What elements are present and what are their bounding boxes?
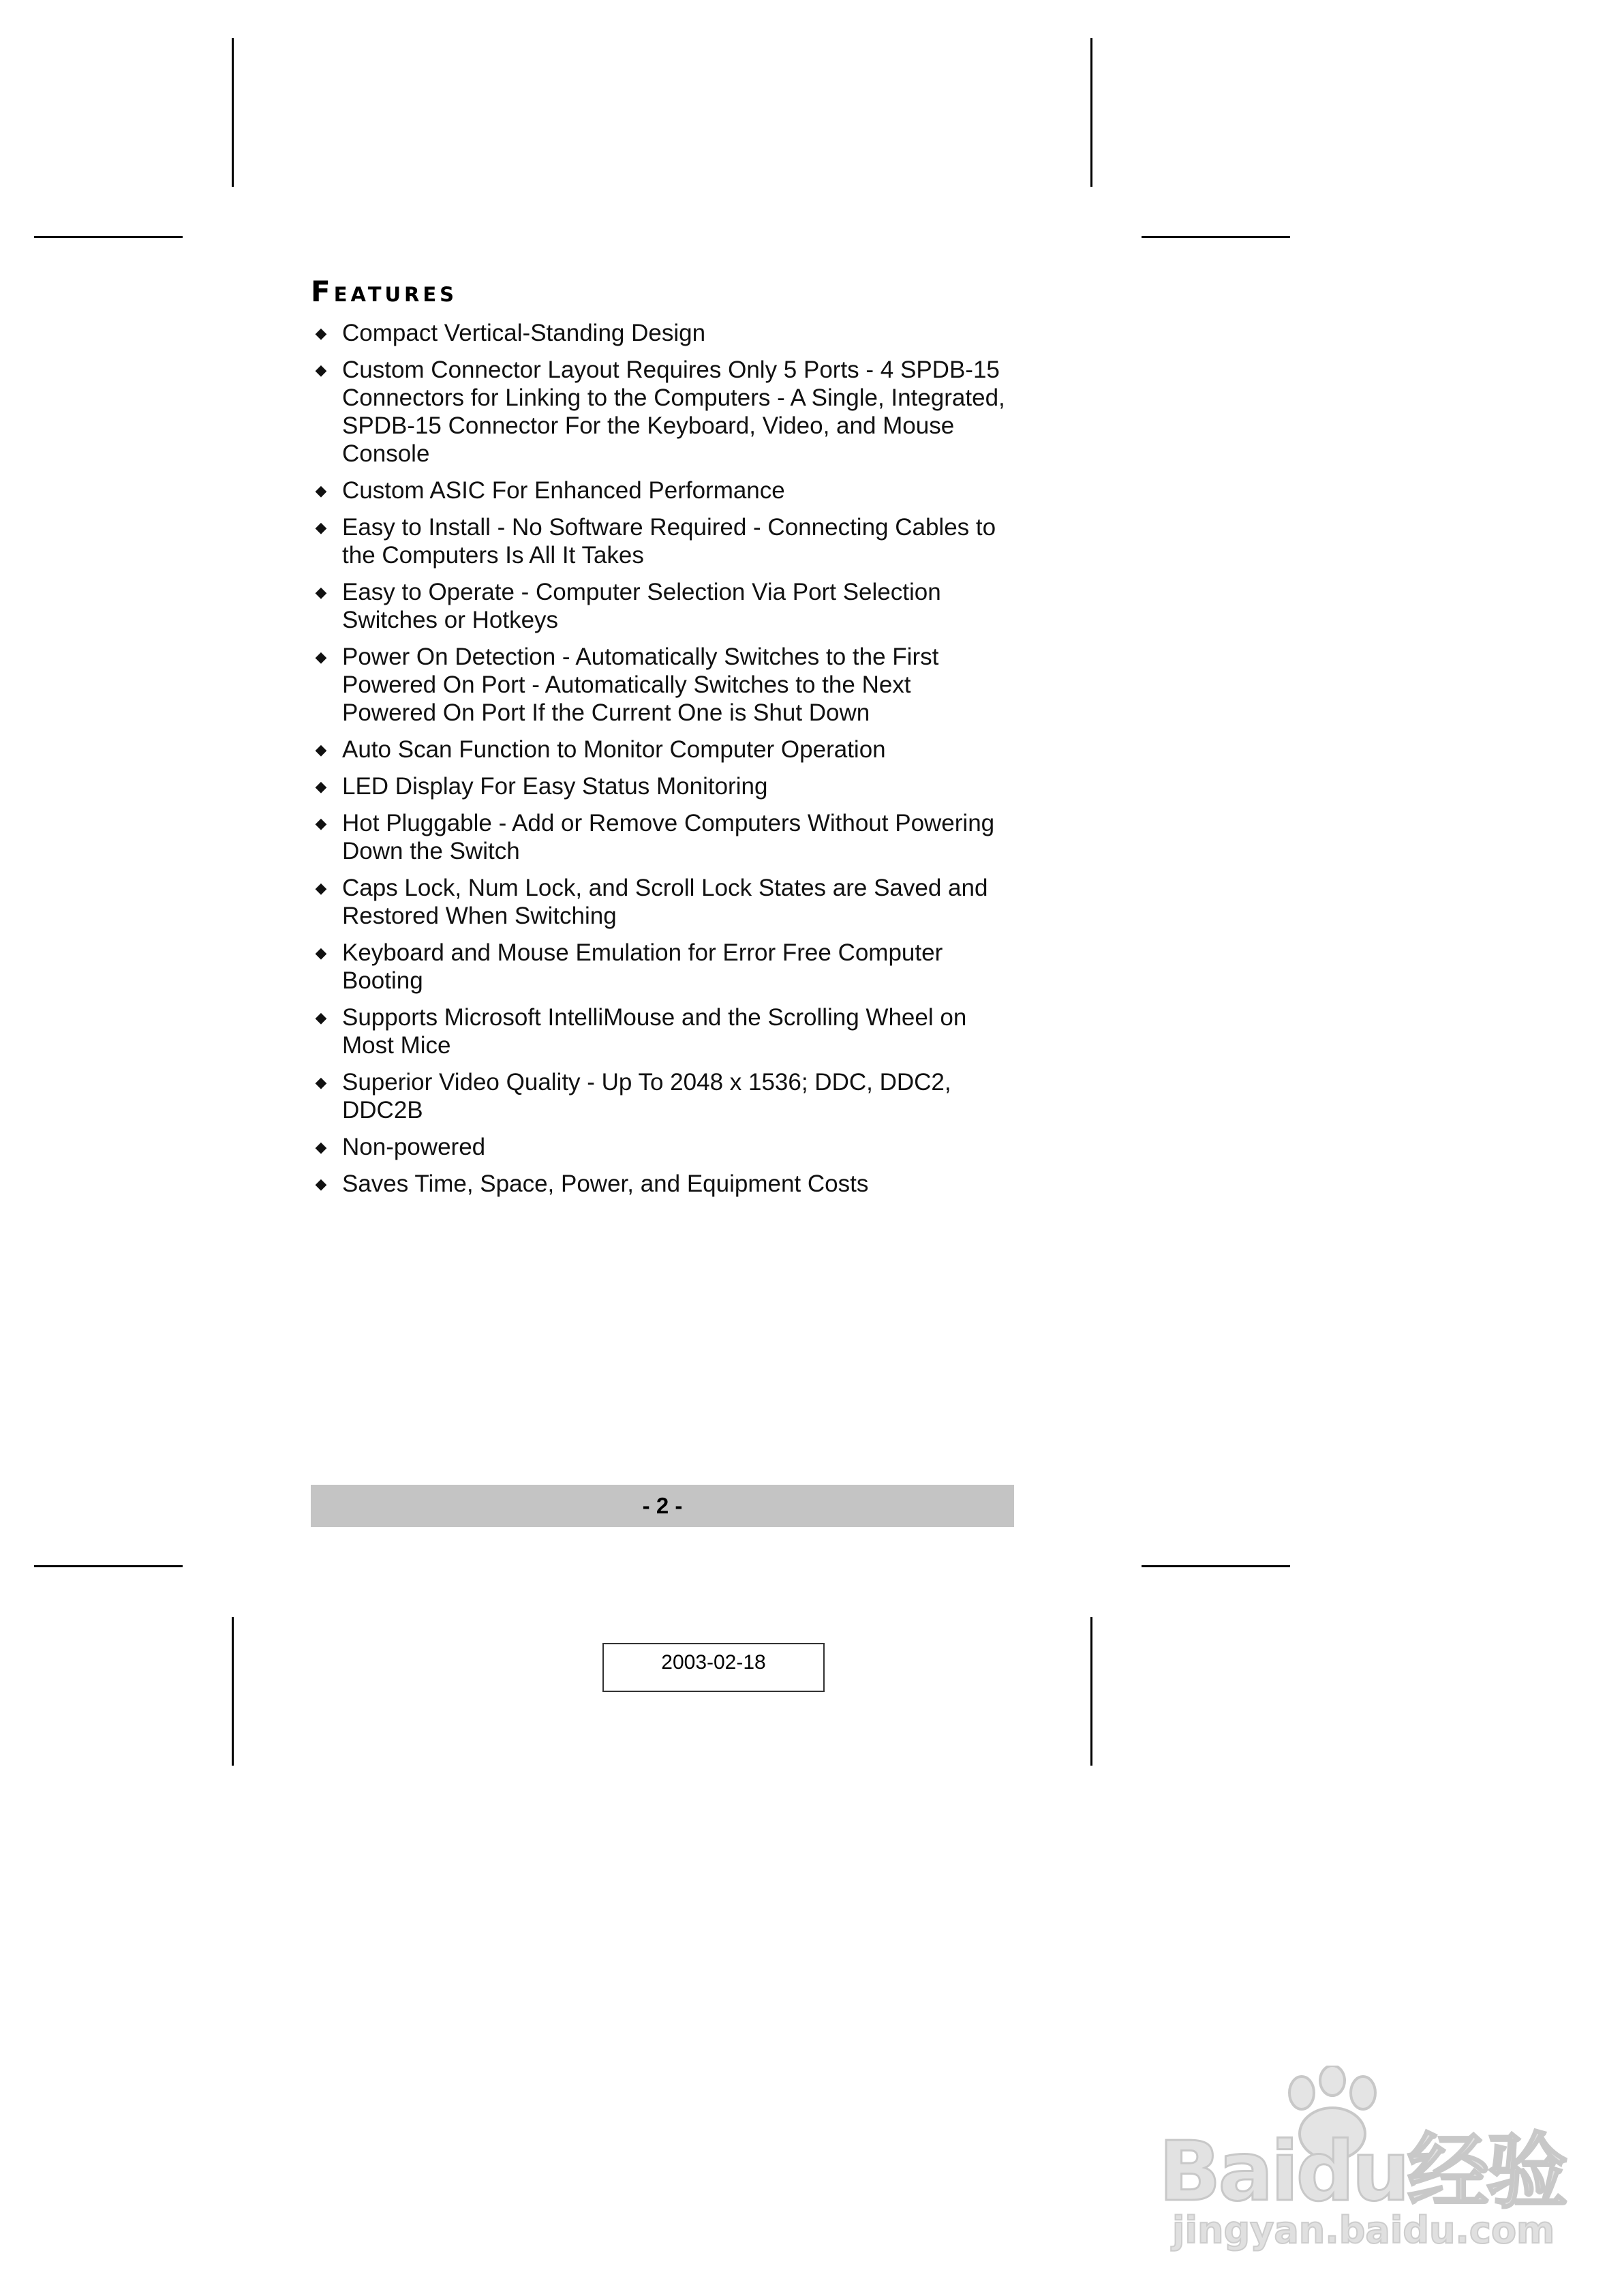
feature-item — [311, 874, 1006, 930]
feature-text: Easy to Install - No Software Required - Connecting Cables to the Computers Is All It Takes — [342, 514, 996, 569]
feature-item — [311, 578, 1006, 634]
feature-item — [311, 513, 1006, 569]
crop-mark-top-right-horizontal — [1142, 236, 1290, 238]
feature-text: Superior Video Quality - Up To 2048 x 1536; DDC, DDC2, DDC2B — [342, 1069, 951, 1123]
watermark — [1159, 2066, 1567, 2263]
diamond-bullet-icon: ◆ — [315, 648, 327, 665]
feature-item — [311, 772, 1006, 800]
diamond-bullet-icon: ◆ — [315, 519, 327, 536]
diamond-bullet-icon: ◆ — [315, 482, 327, 499]
watermark-url: jingyan.baidu.com — [1172, 2209, 1555, 2252]
crop-mark-top-left-horizontal — [34, 236, 183, 238]
diamond-bullet-icon: ◆ — [315, 1009, 327, 1026]
watermark-brand: Baidu经验 — [1159, 2125, 1565, 2220]
feature-text: Compact Vertical-Standing Design — [342, 320, 706, 346]
feature-text: Non-powered — [342, 1134, 486, 1160]
feature-text: Hot Pluggable - Add or Remove Computers Without Powering Down the Switch — [342, 810, 995, 864]
feature-text: Custom Connector Layout Requires Only 5 Ports - 4 SPDB-15 Connectors for Linking to the Computers - A Single, Integrated, SPDB-15 Connector For the Keyboard, Video, and Mouse Console — [342, 357, 1005, 467]
crop-mark-bottom-left-horizontal — [34, 1565, 183, 1567]
diamond-bullet-icon: ◆ — [315, 1175, 327, 1192]
feature-list — [311, 319, 1006, 1198]
diamond-bullet-icon: ◆ — [315, 741, 327, 758]
feature-text: Keyboard and Mouse Emulation for Error Free Computer Booting — [342, 939, 943, 994]
feature-item — [311, 356, 1006, 468]
feature-item — [311, 1170, 1006, 1198]
page-number-bar — [311, 1485, 1014, 1527]
diamond-bullet-icon: ◆ — [315, 944, 327, 961]
crop-mark-top-left-vertical — [232, 38, 234, 187]
diamond-bullet-icon: ◆ — [315, 1074, 327, 1091]
feature-item — [311, 736, 1006, 764]
crop-mark-bottom-left-vertical — [232, 1617, 234, 1766]
feature-item — [311, 1003, 1006, 1059]
feature-item — [311, 809, 1006, 865]
feature-text: Easy to Operate - Computer Selection Via Port Selection Switches or Hotkeys — [342, 579, 941, 633]
diamond-bullet-icon: ◆ — [315, 361, 327, 378]
page-number: - 2 - — [642, 1493, 683, 1518]
feature-text: Supports Microsoft IntelliMouse and the Scrolling Wheel on Most Mice — [342, 1004, 967, 1059]
diamond-bullet-icon: ◆ — [315, 1138, 327, 1155]
feature-text: LED Display For Easy Status Monitoring — [342, 773, 768, 800]
feature-text: Caps Lock, Num Lock, and Scroll Lock States are Saved and Restored When Switching — [342, 875, 988, 929]
crop-mark-bottom-right-vertical — [1090, 1617, 1092, 1766]
feature-item — [311, 319, 1006, 347]
section-title: Features — [311, 275, 458, 308]
diamond-bullet-icon: ◆ — [315, 879, 327, 896]
feature-text: Power On Detection - Automatically Switches to the First Powered On Port - Automatically Switches to the Next Powered On Port If the Current One is Shut Down — [342, 644, 939, 726]
feature-item — [311, 1068, 1006, 1124]
feature-item — [311, 1133, 1006, 1161]
feature-item — [311, 939, 1006, 995]
date-label: 2003-02-18 — [661, 1651, 766, 1674]
feature-text: Saves Time, Space, Power, and Equipment Costs — [342, 1170, 869, 1197]
feature-text: Auto Scan Function to Monitor Computer Operation — [342, 736, 886, 763]
diamond-bullet-icon: ◆ — [315, 584, 327, 601]
diamond-bullet-icon: ◆ — [315, 815, 327, 832]
crop-mark-bottom-right-horizontal — [1142, 1565, 1290, 1567]
date-box — [602, 1643, 825, 1692]
feature-text: Custom ASIC For Enhanced Performance — [342, 477, 785, 504]
feature-item — [311, 477, 1006, 504]
crop-mark-top-right-vertical — [1090, 38, 1092, 187]
feature-item — [311, 643, 1006, 727]
features-section — [311, 273, 1006, 1207]
diamond-bullet-icon: ◆ — [315, 778, 327, 795]
diamond-bullet-icon: ◆ — [315, 324, 327, 342]
